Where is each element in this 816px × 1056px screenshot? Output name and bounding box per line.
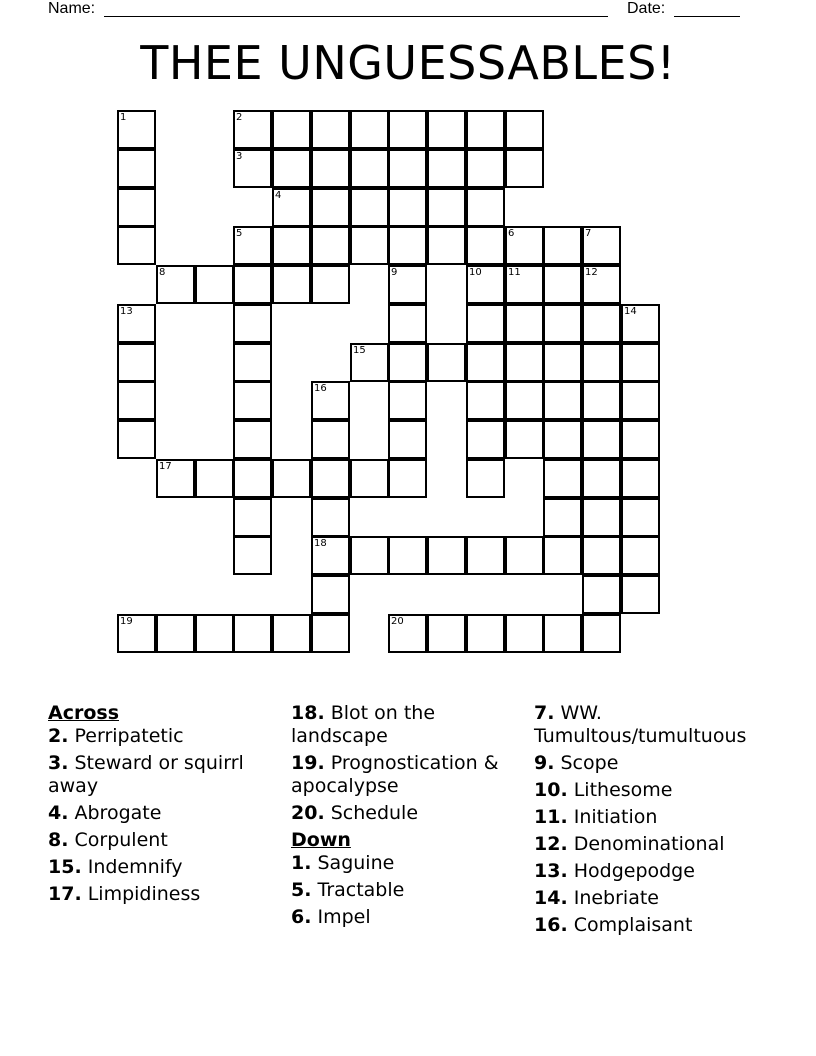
crossword-cell[interactable]	[388, 188, 427, 227]
crossword-cell[interactable]	[272, 265, 311, 304]
crossword-cell[interactable]	[117, 614, 156, 653]
crossword-cell[interactable]	[543, 498, 582, 537]
crossword-cell[interactable]	[582, 381, 621, 420]
crossword-cell[interactable]	[621, 381, 660, 420]
crossword-cell[interactable]	[195, 459, 234, 498]
crossword-cell[interactable]	[621, 575, 660, 614]
crossword-cell[interactable]	[388, 536, 427, 575]
crossword-cell[interactable]	[233, 420, 272, 459]
crossword-cell[interactable]	[117, 149, 156, 188]
crossword-cell[interactable]	[233, 110, 272, 149]
cell-number: 12	[585, 267, 598, 278]
clue-across-17: 17. Limpidiness	[48, 883, 201, 905]
cell-number: 1	[120, 112, 127, 123]
crossword-cell[interactable]	[117, 420, 156, 459]
crossword-cell[interactable]	[427, 536, 466, 575]
clue-down-12: 12. Denominational	[534, 833, 725, 855]
crossword-cell[interactable]	[233, 614, 272, 653]
cell-number: 6	[508, 228, 515, 239]
crossword-cell[interactable]	[582, 265, 621, 304]
across-heading: Across	[48, 702, 120, 724]
crossword-cell[interactable]	[505, 226, 544, 265]
clue-across-15: 15. Indemnify	[48, 856, 183, 878]
crossword-cell[interactable]	[388, 149, 427, 188]
crossword-cell[interactable]	[233, 459, 272, 498]
crossword-cell[interactable]	[388, 420, 427, 459]
clue-down-6: 6. Impel	[291, 906, 371, 928]
crossword-cell[interactable]	[311, 110, 350, 149]
crossword-cell[interactable]	[233, 381, 272, 420]
crossword-cell[interactable]	[621, 536, 660, 575]
cell-number: 11	[508, 267, 521, 278]
crossword-cell[interactable]	[311, 536, 350, 575]
crossword-cell[interactable]	[466, 614, 505, 653]
clue-across-4: 4. Abrogate	[48, 802, 162, 824]
crossword-cell[interactable]	[272, 110, 311, 149]
crossword-cell[interactable]	[427, 188, 466, 227]
crossword-cell[interactable]	[505, 110, 544, 149]
clue-across-3: 3. Steward or squirrl away	[48, 752, 244, 797]
crossword-cell[interactable]	[272, 226, 311, 265]
crossword-cell[interactable]	[388, 304, 427, 343]
crossword-cell[interactable]	[156, 265, 195, 304]
clue-column-3	[534, 702, 770, 941]
crossword-cell[interactable]	[311, 420, 350, 459]
crossword-cell[interactable]	[388, 226, 427, 265]
crossword-cell[interactable]	[156, 614, 195, 653]
cell-number: 8	[159, 267, 166, 278]
clue-across-19: 19. Prognostication & apocalypse	[291, 752, 499, 797]
crossword-cell[interactable]	[466, 420, 505, 459]
clue-across-8: 8. Corpulent	[48, 829, 168, 851]
crossword-cell[interactable]	[543, 343, 582, 382]
crossword-cell[interactable]	[156, 459, 195, 498]
crossword-cell[interactable]	[195, 614, 234, 653]
crossword-cell[interactable]	[582, 459, 621, 498]
crossword-cell[interactable]	[505, 149, 544, 188]
crossword-cell[interactable]	[543, 420, 582, 459]
crossword-cell[interactable]	[466, 536, 505, 575]
clue-column-1	[48, 702, 278, 910]
crossword-cell[interactable]	[582, 420, 621, 459]
clue-down-1: 1. Saguine	[291, 852, 395, 874]
crossword-cell[interactable]	[350, 536, 389, 575]
crossword-cell[interactable]	[272, 614, 311, 653]
crossword-cell[interactable]	[233, 265, 272, 304]
clue-across-20: 20. Schedule	[291, 802, 419, 824]
crossword-cell[interactable]	[621, 498, 660, 537]
cell-number: 7	[585, 228, 592, 239]
crossword-cell[interactable]	[117, 381, 156, 420]
crossword-cell[interactable]	[311, 188, 350, 227]
crossword-cell[interactable]	[466, 188, 505, 227]
cell-number: 16	[314, 383, 327, 394]
cell-number: 13	[120, 306, 133, 317]
crossword-cell[interactable]	[621, 459, 660, 498]
crossword-cell[interactable]	[233, 536, 272, 575]
crossword-cell[interactable]	[582, 343, 621, 382]
clue-down-13: 13. Hodgepodge	[534, 860, 695, 882]
crossword-cell[interactable]	[621, 343, 660, 382]
crossword-cell[interactable]	[388, 381, 427, 420]
crossword-cell[interactable]	[350, 149, 389, 188]
clue-across-18: 18. Blot on the landscape	[291, 702, 436, 747]
puzzle-title: THEE UNGUESSABLES!	[140, 36, 676, 90]
cell-number: 18	[314, 538, 327, 549]
crossword-cell[interactable]	[195, 265, 234, 304]
crossword-cell[interactable]	[311, 149, 350, 188]
cell-number: 15	[353, 345, 366, 356]
crossword-cell[interactable]	[582, 226, 621, 265]
cell-number: 14	[624, 306, 637, 317]
crossword-cell[interactable]	[311, 381, 350, 420]
crossword-cell[interactable]	[233, 343, 272, 382]
crossword-cell[interactable]	[582, 575, 621, 614]
cell-number: 19	[120, 616, 133, 627]
crossword-cell[interactable]	[543, 536, 582, 575]
crossword-cell[interactable]	[505, 420, 544, 459]
crossword-cell[interactable]	[311, 498, 350, 537]
crossword-cell[interactable]	[543, 614, 582, 653]
crossword-cell[interactable]	[117, 343, 156, 382]
clue-down-11: 11. Initiation	[534, 806, 658, 828]
crossword-cell[interactable]	[543, 381, 582, 420]
crossword-cell[interactable]	[350, 226, 389, 265]
crossword-cell[interactable]	[388, 343, 427, 382]
crossword-cell[interactable]	[311, 575, 350, 614]
crossword-cell[interactable]	[505, 265, 544, 304]
cell-number: 4	[275, 190, 282, 201]
crossword-cell[interactable]	[350, 110, 389, 149]
crossword-cell[interactable]	[427, 110, 466, 149]
crossword-cell[interactable]	[466, 343, 505, 382]
crossword-cell[interactable]	[350, 459, 389, 498]
clue-down-9: 9. Scope	[534, 752, 619, 774]
cell-number: 9	[391, 267, 398, 278]
crossword-cell[interactable]	[311, 459, 350, 498]
crossword-cell[interactable]	[505, 381, 544, 420]
down-heading: Down	[291, 829, 351, 851]
crossword-cell[interactable]	[466, 304, 505, 343]
crossword-cell[interactable]	[621, 420, 660, 459]
crossword-cell[interactable]	[543, 265, 582, 304]
clue-down-16: 16. Complaisant	[534, 914, 693, 936]
crossword-cell[interactable]	[621, 304, 660, 343]
cell-number: 5	[236, 228, 243, 239]
crossword-cell[interactable]	[582, 614, 621, 653]
crossword-cell[interactable]	[427, 226, 466, 265]
crossword-cell[interactable]	[427, 149, 466, 188]
crossword-cell[interactable]	[117, 226, 156, 265]
crossword-cell[interactable]	[427, 614, 466, 653]
crossword-cell[interactable]	[505, 536, 544, 575]
crossword-cell[interactable]	[311, 614, 350, 653]
cell-number: 10	[469, 267, 482, 278]
crossword-cell[interactable]	[117, 304, 156, 343]
crossword-cell[interactable]	[388, 459, 427, 498]
crossword-cell[interactable]	[543, 304, 582, 343]
crossword-cell[interactable]	[505, 343, 544, 382]
clue-down-10: 10. Lithesome	[534, 779, 673, 801]
crossword-cell[interactable]	[350, 188, 389, 227]
crossword-cell[interactable]	[388, 110, 427, 149]
crossword-cell[interactable]	[582, 536, 621, 575]
crossword-cell[interactable]	[233, 226, 272, 265]
crossword-cell[interactable]	[543, 226, 582, 265]
cell-number: 2	[236, 112, 243, 123]
crossword-cell[interactable]	[505, 304, 544, 343]
crossword-cell[interactable]	[466, 226, 505, 265]
crossword-cell[interactable]	[311, 226, 350, 265]
crossword-cell[interactable]	[543, 459, 582, 498]
crossword-cell[interactable]	[388, 265, 427, 304]
crossword-cell[interactable]	[582, 304, 621, 343]
crossword-cell[interactable]	[272, 149, 311, 188]
crossword-cell[interactable]	[117, 110, 156, 149]
crossword-cell[interactable]	[272, 188, 311, 227]
crossword-cell[interactable]	[466, 265, 505, 304]
clue-across-2: 2. Perripatetic	[48, 725, 184, 747]
crossword-cell[interactable]	[427, 343, 466, 382]
cell-number: 3	[236, 151, 243, 162]
crossword-cell[interactable]	[388, 614, 427, 653]
clue-down-7: 7. WW. Tumultous/tumultuous	[534, 702, 747, 747]
crossword-cell[interactable]	[466, 381, 505, 420]
date-label: Date:	[627, 0, 666, 17]
cell-number: 17	[159, 461, 172, 472]
clue-down-14: 14. Inebriate	[534, 887, 659, 909]
crossword-cell[interactable]	[272, 459, 311, 498]
crossword-cell[interactable]	[233, 149, 272, 188]
crossword-cell[interactable]	[582, 498, 621, 537]
cell-number: 20	[391, 616, 404, 627]
crossword-cell[interactable]	[466, 149, 505, 188]
crossword-cell[interactable]	[466, 459, 505, 498]
clue-down-5: 5. Tractable	[291, 879, 405, 901]
crossword-cell[interactable]	[117, 188, 156, 227]
clue-column-2	[291, 702, 521, 933]
crossword-cell[interactable]	[350, 343, 389, 382]
crossword-cell[interactable]	[505, 614, 544, 653]
crossword-cell[interactable]	[233, 498, 272, 537]
crossword-cell[interactable]	[233, 304, 272, 343]
crossword-cell[interactable]	[311, 265, 350, 304]
crossword-cell[interactable]	[466, 110, 505, 149]
name-label: Name:	[48, 0, 96, 17]
